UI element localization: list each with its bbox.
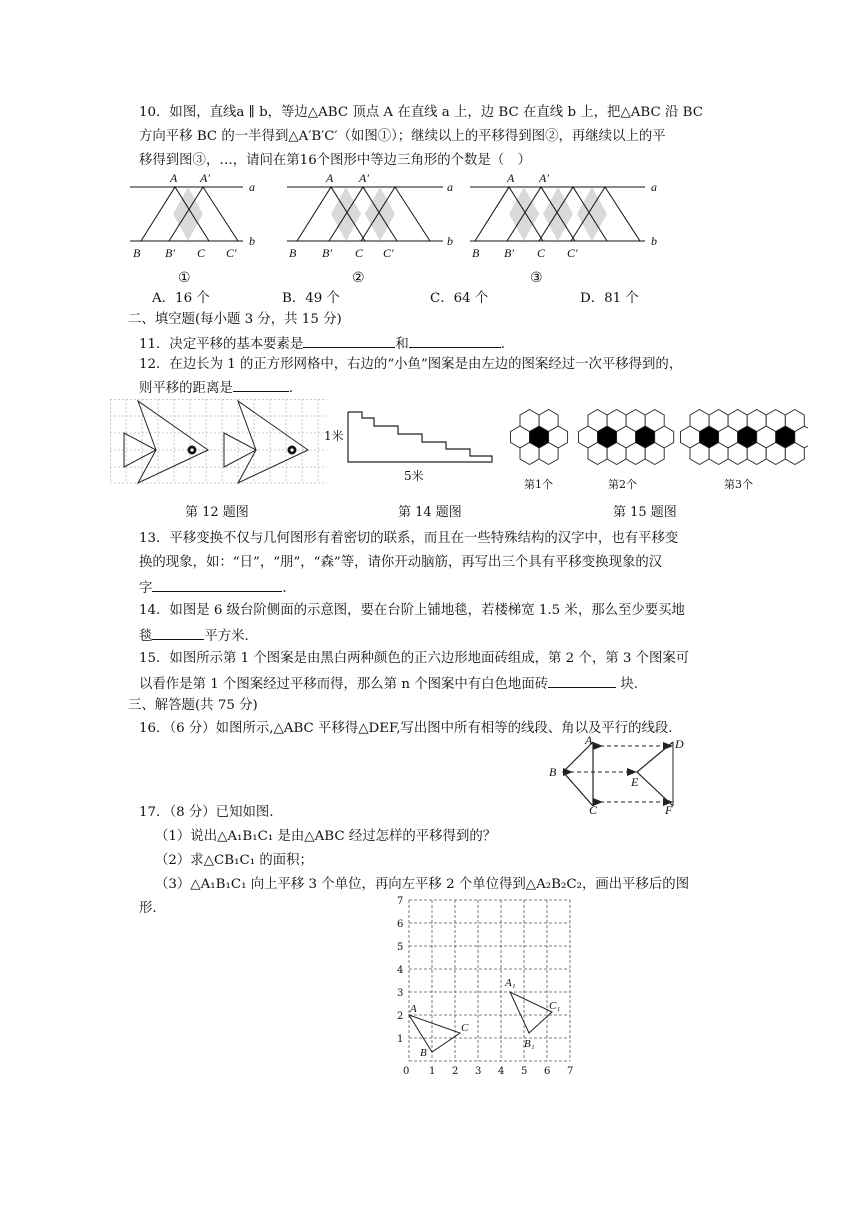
- q10-f2-label-B: B: [289, 246, 297, 260]
- section-2-heading: 二、填空题(每小题 3 分，共 15 分): [128, 312, 342, 327]
- fig17-x-tick: 3: [475, 1066, 482, 1077]
- q10-f1-label-B: B: [133, 246, 141, 260]
- q10-f1-label-A2: A′: [200, 171, 210, 185]
- section-3-heading: 三、解答题(共 75 分): [128, 698, 258, 713]
- fig17-y-tick: 5: [397, 942, 404, 953]
- q14-line2: 毯 平方米.: [139, 626, 249, 646]
- q10-option-c: C．64 个: [430, 291, 489, 306]
- fig17-label-C1: C₁: [549, 1000, 561, 1012]
- q10-f3-label-B: B: [472, 246, 480, 260]
- fig15-hexagon-patterns: [508, 404, 808, 492]
- q11: 11．决定平移的基本要素是 和 .: [139, 334, 505, 354]
- fig16-translation: [545, 736, 695, 816]
- q10-f3-label-C: C: [537, 246, 546, 260]
- q10-f2-label-A2: A′: [359, 171, 369, 185]
- fig14-width-label: 5米: [404, 469, 424, 483]
- fig17-y-tick: 1: [397, 1034, 404, 1045]
- q10-f2-label-C: C: [355, 246, 364, 260]
- q10-fig-name-2: ②: [352, 270, 365, 286]
- fig16-label-A: A: [585, 736, 593, 747]
- q13-line1: 13．平移变换不仅与几何图形有着密切的联系，而且在一些特殊结构的汉字中，也有平移变: [139, 531, 679, 546]
- q10-f3-label-a: a: [651, 180, 657, 194]
- q13-line2: 换的现象，如：“日”，“朋”，“森”等，请你开动脑筋，再写出三个具有平移变换现象的汉: [139, 555, 663, 570]
- q17-part1: （1）说出△A₁B₁C₁ 是由△ABC 经过怎样的平移得到的？: [155, 829, 497, 844]
- q10-option-a: A．16 个: [152, 291, 210, 306]
- q13-line3: 字 .: [139, 578, 287, 598]
- fig17-y-tick: 6: [397, 919, 404, 930]
- fig17-y-tick: 7: [397, 896, 404, 907]
- q16-text: 16．（6 分）如图所示,△ABC 平移得△DEF,写出图中所有相等的线段、角以及平行的线段.: [139, 721, 673, 736]
- caption-fig12: 第 12 题图: [185, 505, 249, 520]
- q10-f2-label-B2: B′: [322, 246, 332, 260]
- fig15-label-3: 第3个: [724, 478, 753, 491]
- fig16-label-B: B: [549, 765, 557, 779]
- fig15-label-1: 第1个: [524, 478, 553, 491]
- q10-f2-label-C2: C′: [383, 246, 394, 260]
- q10-f1-label-C: C: [197, 246, 206, 260]
- q12-line2: 则平移的距离是 .: [139, 378, 293, 398]
- q10-f1-label-b: b: [249, 234, 255, 248]
- q10-line3: 移得到图③，…，请问在第16个图形中等边三角形的个数是（ ）: [139, 153, 531, 168]
- caption-fig14: 第 14 题图: [398, 505, 462, 520]
- fig17-x-tick: 7: [567, 1066, 574, 1077]
- fig17-y-tick: 2: [397, 1011, 404, 1022]
- q15-line2: 以看作是第 1 个图案经过平移而得，那么第 n 个图案中有白色地面砖 块.: [139, 674, 638, 694]
- q10-f1-label-a: a: [249, 180, 255, 194]
- fig17-x-tick: 6: [544, 1066, 551, 1077]
- fig12-fish-grid: [110, 399, 328, 484]
- fig17-x-tick: 5: [521, 1066, 528, 1077]
- q17-title: 17．（8 分）已知如图.: [139, 805, 274, 820]
- q17-part2: （2）求△CB₁C₁ 的面积；: [155, 853, 313, 868]
- fig17-label-B1: B₁: [524, 1038, 535, 1050]
- fig14-staircase: [322, 406, 502, 486]
- q10-f2-label-a: a: [447, 180, 453, 194]
- q10-f1-label-B2: B′: [165, 246, 175, 260]
- fig14-height-label: 1米: [324, 429, 344, 443]
- q10-f3-label-C2: C′: [567, 246, 578, 260]
- fig17-y-tick: 3: [397, 988, 404, 999]
- fig17-label-A: A: [410, 1003, 417, 1015]
- q10-f2-label-A: A: [326, 171, 334, 185]
- fig17-x-tick: 1: [429, 1066, 436, 1077]
- fig16-label-C: C: [589, 803, 598, 816]
- q10-f3-label-A2: A′: [539, 171, 549, 185]
- q10-line2: 方向平移 BC 的一半得到△A′B′C′（如图①）；继续以上的平移得到图②，再继续以上的平: [139, 129, 666, 144]
- fig17-x-tick: 4: [498, 1066, 505, 1077]
- q10-fig-name-1: ①: [178, 270, 191, 286]
- fig17-label-A1: A₁: [505, 977, 516, 989]
- fig15-label-2: 第2个: [608, 478, 637, 491]
- q15-line1: 15．如图所示第 1 个图案是由黑白两种颜色的正六边形地面砖组成，第 2 个，第 3 个图案可: [139, 651, 690, 666]
- q10-fig-name-3: ③: [530, 270, 543, 286]
- fig17-grid: [393, 894, 583, 1079]
- q10-f1-label-A: A: [170, 171, 178, 185]
- q10-f2-label-b: b: [447, 234, 453, 248]
- q10-f3-label-B2: B′: [504, 246, 514, 260]
- q10-figure: [125, 170, 685, 290]
- fig17-y-tick: 4: [397, 965, 404, 976]
- q10-f3-label-b: b: [651, 234, 657, 248]
- fig16-label-D: D: [675, 737, 684, 751]
- fig17-x-tick: 2: [452, 1066, 459, 1077]
- fig16-label-E: E: [631, 775, 639, 789]
- fig17-label-C: C: [461, 1022, 469, 1034]
- q12-line1: 12．在边长为 1 的正方形网格中，右边的“小鱼”图案是由左边的图案经过一次平移得到的，: [139, 357, 683, 372]
- q10-f3-label-A: A: [507, 171, 515, 185]
- q10-option-b: B．49 个: [282, 291, 340, 306]
- q10-line1: 10．如图，直线a ∥ b，等边△ABC 顶点 A 在直线 a 上，边 BC 在直线 b 上，把△ABC 沿 BC: [139, 105, 703, 120]
- q14-line1: 14．如图是 6 级台阶侧面的示意图，要在台阶上铺地毯，若楼梯宽 1.5 米，那么至少要买地: [139, 603, 685, 618]
- q10-option-d: D．81 个: [580, 291, 639, 306]
- q17-part3-line2: 形.: [139, 901, 157, 916]
- fig17-label-B: B: [420, 1047, 427, 1059]
- fig16-label-F: F: [665, 803, 673, 816]
- q17-part3-line1: （3）△A₁B₁C₁ 向上平移 3 个单位，再向左平移 2 个单位得到△A₂B₂C₂，画出平移后的图: [155, 877, 690, 892]
- fig17-origin: 0: [403, 1066, 410, 1077]
- caption-fig15: 第 15 题图: [613, 505, 677, 520]
- q10-f1-label-C2: C′: [226, 246, 237, 260]
